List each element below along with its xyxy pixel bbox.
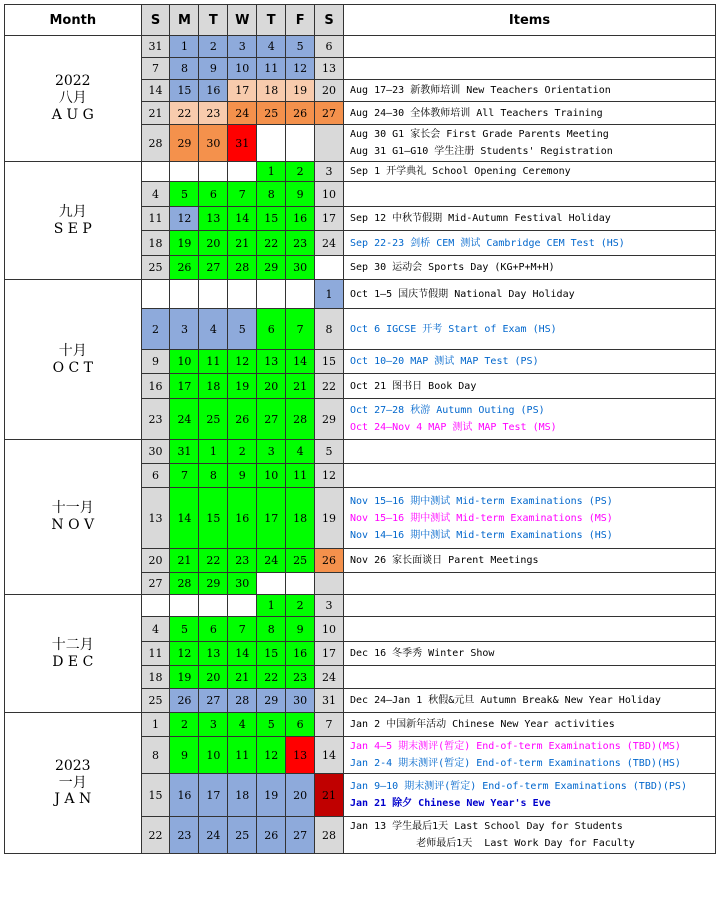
day-cell: 13 [286,737,315,774]
day-cell: 1 [199,440,228,464]
items-cell [344,774,716,817]
day-cell [170,280,199,309]
day-cell: 18 [228,774,257,817]
day-cell: 3 [170,309,199,350]
day-cell: 29 [257,256,286,280]
day-cell: 5 [315,440,344,464]
day-cell: 13 [199,642,228,666]
day-cell: 31 [228,125,257,162]
day-cell: 28 [228,689,257,713]
day-header-sun: S [141,5,170,36]
day-cell: 30 [228,573,257,595]
day-cell: 21 [170,549,199,573]
day-cell: 10 [228,58,257,80]
items-cell [344,464,716,488]
day-cell: 29 [199,573,228,595]
day-cell [315,256,344,280]
day-cell: 28 [286,399,315,440]
month-label: 十月 O C T [52,342,93,376]
day-cell: 19 [257,774,286,817]
day-cell: 9 [286,182,315,207]
day-cell: 7 [315,713,344,737]
day-cell: 20 [257,374,286,399]
day-cell: 29 [315,399,344,440]
event-item: Sep 22-23 剑桥 CEM 测试 Cambridge CEM Test (HS) [350,237,625,249]
week-row [5,713,716,737]
day-cell: 5 [170,617,199,642]
day-cell: 10 [315,182,344,207]
day-cell: 13 [199,207,228,231]
day-cell: 3 [315,595,344,617]
day-cell: 14 [228,642,257,666]
day-header-mon: M [170,5,199,36]
day-cell: 26 [315,549,344,573]
event-item: Aug 24—30 全体教师培训 All Teachers Training [350,107,603,119]
event-item: Oct 10—20 MAP 测试 MAP Test (PS) [350,356,539,367]
day-cell: 21 [228,666,257,689]
day-cell: 19 [228,374,257,399]
month-cell [5,280,142,440]
day-cell: 2 [286,595,315,617]
day-cell: 20 [141,549,170,573]
day-cell [228,595,257,617]
day-cell: 24 [315,666,344,689]
event-item: Nov 14—16 期中测试 Mid-term Examinations (HS) [350,529,613,541]
day-cell: 2 [286,162,315,182]
day-cell: 16 [199,80,228,102]
items-cell [344,36,716,58]
items-cell [344,440,716,464]
day-cell: 11 [257,58,286,80]
day-cell: 27 [199,689,228,713]
week-row [5,280,716,309]
event-item: Oct 6 IGCSE 开考 Start of Exam (HS) [350,323,557,335]
header-row [5,5,716,36]
day-cell: 8 [315,309,344,350]
day-cell: 4 [228,713,257,737]
day-cell: 3 [228,36,257,58]
day-cell: 28 [315,817,344,854]
event-item: Nov 26 家长面谈日 Parent Meetings [350,555,539,566]
day-cell: 12 [286,58,315,80]
event-item: Jan 13 学生最后1天 Last School Day for Students [350,821,623,832]
day-cell: 12 [228,350,257,374]
day-cell: 22 [257,231,286,256]
day-cell: 23 [286,666,315,689]
week-row [5,162,716,182]
items-cell [344,642,716,666]
event-item: Oct 1—5 国庆节假期 National Day Holiday [350,288,575,300]
day-cell: 26 [170,256,199,280]
event-item: Jan 2 中国新年活动 Chinese New Year activities [350,719,615,730]
day-cell: 23 [141,399,170,440]
day-cell: 21 [141,102,170,125]
day-cell: 5 [286,36,315,58]
items-cell [344,125,716,162]
day-cell: 11 [141,642,170,666]
day-cell: 13 [141,488,170,549]
day-cell: 15 [257,642,286,666]
day-cell: 6 [315,36,344,58]
day-cell: 4 [286,440,315,464]
day-cell: 1 [315,280,344,309]
day-cell: 17 [228,80,257,102]
day-cell [257,125,286,162]
day-cell: 22 [170,102,199,125]
day-cell [286,573,315,595]
day-cell: 21 [286,374,315,399]
day-cell: 21 [315,774,344,817]
day-cell: 16 [141,374,170,399]
day-cell: 8 [170,58,199,80]
day-cell: 9 [199,58,228,80]
day-cell: 4 [141,182,170,207]
day-cell: 23 [286,231,315,256]
event-item: Aug 30 G1 家长会 First Grade Parents Meeting [350,129,609,140]
day-cell: 7 [228,182,257,207]
day-cell: 9 [141,350,170,374]
month-label: 十二月 D E C [51,636,94,670]
day-cell [141,162,170,182]
day-cell: 27 [315,102,344,125]
day-cell: 18 [141,231,170,256]
event-item: Jan 9—10 期末测评(暂定) End-of-term Examinations (TBD)(PS) [350,781,687,792]
day-cell: 14 [228,207,257,231]
day-cell [141,280,170,309]
week-row [5,595,716,617]
day-cell: 25 [286,549,315,573]
day-cell: 7 [228,617,257,642]
month-label: 2023 一月 J A N [54,757,92,808]
day-cell: 7 [141,58,170,80]
week-row [5,440,716,464]
day-cell: 20 [199,666,228,689]
day-cell: 7 [286,309,315,350]
day-cell: 1 [257,162,286,182]
day-cell: 16 [286,207,315,231]
event-item: Dec 24—Jan 1 秋假&元旦 Autumn Break& New Year Holiday [350,695,661,706]
month-cell [5,162,142,280]
day-cell: 15 [141,774,170,817]
month-cell [5,36,142,162]
items-cell [344,256,716,280]
event-item: Sep 12 中秋节假期 Mid-Autumn Festival Holiday [350,213,611,224]
day-cell: 12 [170,207,199,231]
day-cell: 30 [141,440,170,464]
items-cell [344,666,716,689]
day-cell: 8 [141,737,170,774]
day-cell: 23 [170,817,199,854]
event-item: 老师最后1天 Last Work Day for Faculty [350,838,635,849]
day-cell: 20 [286,774,315,817]
day-cell: 17 [315,207,344,231]
day-cell: 5 [228,309,257,350]
day-cell: 9 [286,617,315,642]
day-cell: 18 [257,80,286,102]
day-cell [315,573,344,595]
day-cell: 11 [228,737,257,774]
day-cell: 25 [228,817,257,854]
month-cell [5,440,142,595]
day-cell [315,125,344,162]
week-row [5,36,716,58]
day-cell [228,162,257,182]
items-cell [344,280,716,309]
day-cell: 10 [257,464,286,488]
day-cell: 9 [228,464,257,488]
items-cell [344,817,716,854]
day-cell: 5 [170,182,199,207]
day-cell: 5 [257,713,286,737]
day-cell: 24 [228,102,257,125]
items-cell [344,399,716,440]
day-cell: 17 [315,642,344,666]
items-cell [344,80,716,102]
month-column-header: Month [5,5,142,36]
event-item: Jan 2-4 期末测评(暂定) End-of-term Examinations (TBD)(HS) [350,758,681,769]
day-cell: 15 [315,350,344,374]
event-item: Oct 24—Nov 4 MAP 测试 MAP Test (MS) [350,422,557,433]
day-cell: 15 [199,488,228,549]
day-cell: 26 [257,817,286,854]
items-cell [344,231,716,256]
day-cell: 2 [170,713,199,737]
day-cell: 22 [199,549,228,573]
day-cell: 11 [141,207,170,231]
day-cell: 30 [199,125,228,162]
day-cell: 25 [257,102,286,125]
day-cell: 8 [257,182,286,207]
day-cell: 2 [141,309,170,350]
month-cell [5,595,142,713]
day-cell: 17 [257,488,286,549]
day-cell: 25 [141,689,170,713]
day-cell [199,595,228,617]
month-label: 九月 S E P [53,203,92,237]
day-cell: 17 [199,774,228,817]
day-cell [286,125,315,162]
event-item: Dec 16 冬季秀 Winter Show [350,648,495,659]
day-cell: 25 [141,256,170,280]
day-cell: 4 [199,309,228,350]
day-cell: 23 [228,549,257,573]
day-cell [257,280,286,309]
items-cell [344,374,716,399]
day-cell [257,573,286,595]
day-header-sat: S [315,5,344,36]
items-cell [344,713,716,737]
day-cell: 18 [199,374,228,399]
day-cell: 19 [315,488,344,549]
day-cell: 17 [170,374,199,399]
month-label: 十一月 N O V [51,500,95,533]
day-cell: 30 [286,689,315,713]
day-cell: 6 [141,464,170,488]
day-cell: 3 [257,440,286,464]
day-cell: 19 [286,80,315,102]
day-cell: 28 [170,573,199,595]
items-cell [344,309,716,350]
day-cell: 13 [315,58,344,80]
day-cell [228,280,257,309]
day-cell: 27 [286,817,315,854]
day-cell: 10 [170,350,199,374]
day-cell: 14 [315,737,344,774]
day-header-fri: F [286,5,315,36]
day-cell: 2 [199,36,228,58]
items-cell [344,182,716,207]
day-cell: 31 [170,440,199,464]
day-cell: 1 [170,36,199,58]
event-item: Aug 31 G1—G10 学生注册 Students' Registration [350,146,613,157]
day-cell: 31 [141,36,170,58]
day-cell: 3 [315,162,344,182]
day-cell: 24 [257,549,286,573]
day-cell: 20 [315,80,344,102]
day-cell: 26 [170,689,199,713]
event-item: Nov 15—16 期中测试 Mid-term Examinations (PS) [350,495,613,507]
day-cell: 13 [257,350,286,374]
event-item: Jan 4—5 期末测评(暂定) End-of-term Examinations (TBD)(MS) [350,741,681,752]
day-cell: 6 [199,182,228,207]
day-cell: 22 [315,374,344,399]
day-cell: 8 [199,464,228,488]
day-cell [170,595,199,617]
day-cell: 15 [257,207,286,231]
day-cell: 11 [286,464,315,488]
day-cell: 3 [199,713,228,737]
day-cell [286,280,315,309]
day-cell: 11 [199,350,228,374]
day-cell: 15 [170,80,199,102]
day-cell: 24 [199,817,228,854]
day-cell: 2 [228,440,257,464]
items-cell [344,573,716,595]
day-cell: 20 [199,231,228,256]
day-cell: 22 [257,666,286,689]
items-cell [344,595,716,617]
day-cell: 4 [257,36,286,58]
day-cell: 29 [257,689,286,713]
day-cell: 16 [170,774,199,817]
day-cell: 12 [315,464,344,488]
day-cell: 16 [228,488,257,549]
day-cell: 19 [170,231,199,256]
day-cell: 14 [170,488,199,549]
day-cell: 10 [315,617,344,642]
items-cell [344,162,716,182]
day-cell: 27 [257,399,286,440]
event-item: Sep 1 开学典礼 School Opening Ceremony [350,166,571,177]
month-label: 2022 八月 A U G [51,73,94,123]
day-cell [199,162,228,182]
day-cell: 28 [141,125,170,162]
day-cell: 1 [141,713,170,737]
day-cell: 30 [286,256,315,280]
event-item: Sep 30 运动会 Sports Day (KG+P+M+H) [350,262,555,273]
day-cell: 16 [286,642,315,666]
day-cell: 12 [170,642,199,666]
event-item: Nov 15—16 期中测试 Mid-term Examinations (MS) [350,512,613,524]
day-cell: 29 [170,125,199,162]
day-cell [199,280,228,309]
day-cell: 26 [228,399,257,440]
day-cell: 24 [315,231,344,256]
event-item: Oct 27—28 秋游 Autumn Outing (PS) [350,405,545,416]
day-header-thu: T [257,5,286,36]
day-cell: 26 [286,102,315,125]
day-cell: 22 [141,817,170,854]
day-cell: 24 [170,399,199,440]
items-cell [344,488,716,549]
day-header-wed: W [228,5,257,36]
day-cell: 4 [141,617,170,642]
day-header-tue: T [199,5,228,36]
items-cell [344,58,716,80]
day-cell: 1 [257,595,286,617]
day-cell [141,595,170,617]
day-cell: 14 [141,80,170,102]
calendar-body [5,36,716,854]
day-cell: 6 [286,713,315,737]
items-column-header: Items [344,5,716,36]
day-cell: 21 [228,231,257,256]
items-cell [344,689,716,713]
day-cell: 31 [315,689,344,713]
items-cell [344,207,716,231]
day-cell: 28 [228,256,257,280]
items-cell [344,350,716,374]
day-cell: 7 [170,464,199,488]
items-cell [344,549,716,573]
day-cell: 18 [286,488,315,549]
day-cell: 27 [199,256,228,280]
day-cell [170,162,199,182]
items-cell [344,617,716,642]
day-cell: 9 [170,737,199,774]
day-cell: 12 [257,737,286,774]
event-item: Oct 21 图书日 Book Day [350,380,477,392]
day-cell: 27 [141,573,170,595]
day-cell: 6 [199,617,228,642]
day-cell: 10 [199,737,228,774]
month-cell [5,713,142,854]
day-cell: 18 [141,666,170,689]
day-cell: 6 [257,309,286,350]
items-cell [344,737,716,774]
event-item: Jan 21 除夕 Chinese New Year's Eve [350,798,551,809]
day-cell: 23 [199,102,228,125]
day-cell: 25 [199,399,228,440]
items-cell [344,102,716,125]
event-item: Aug 17—23 新教师培训 New Teachers Orientation [350,85,611,96]
day-cell: 19 [170,666,199,689]
day-cell: 8 [257,617,286,642]
day-cell: 14 [286,350,315,374]
school-calendar-table [4,4,716,854]
